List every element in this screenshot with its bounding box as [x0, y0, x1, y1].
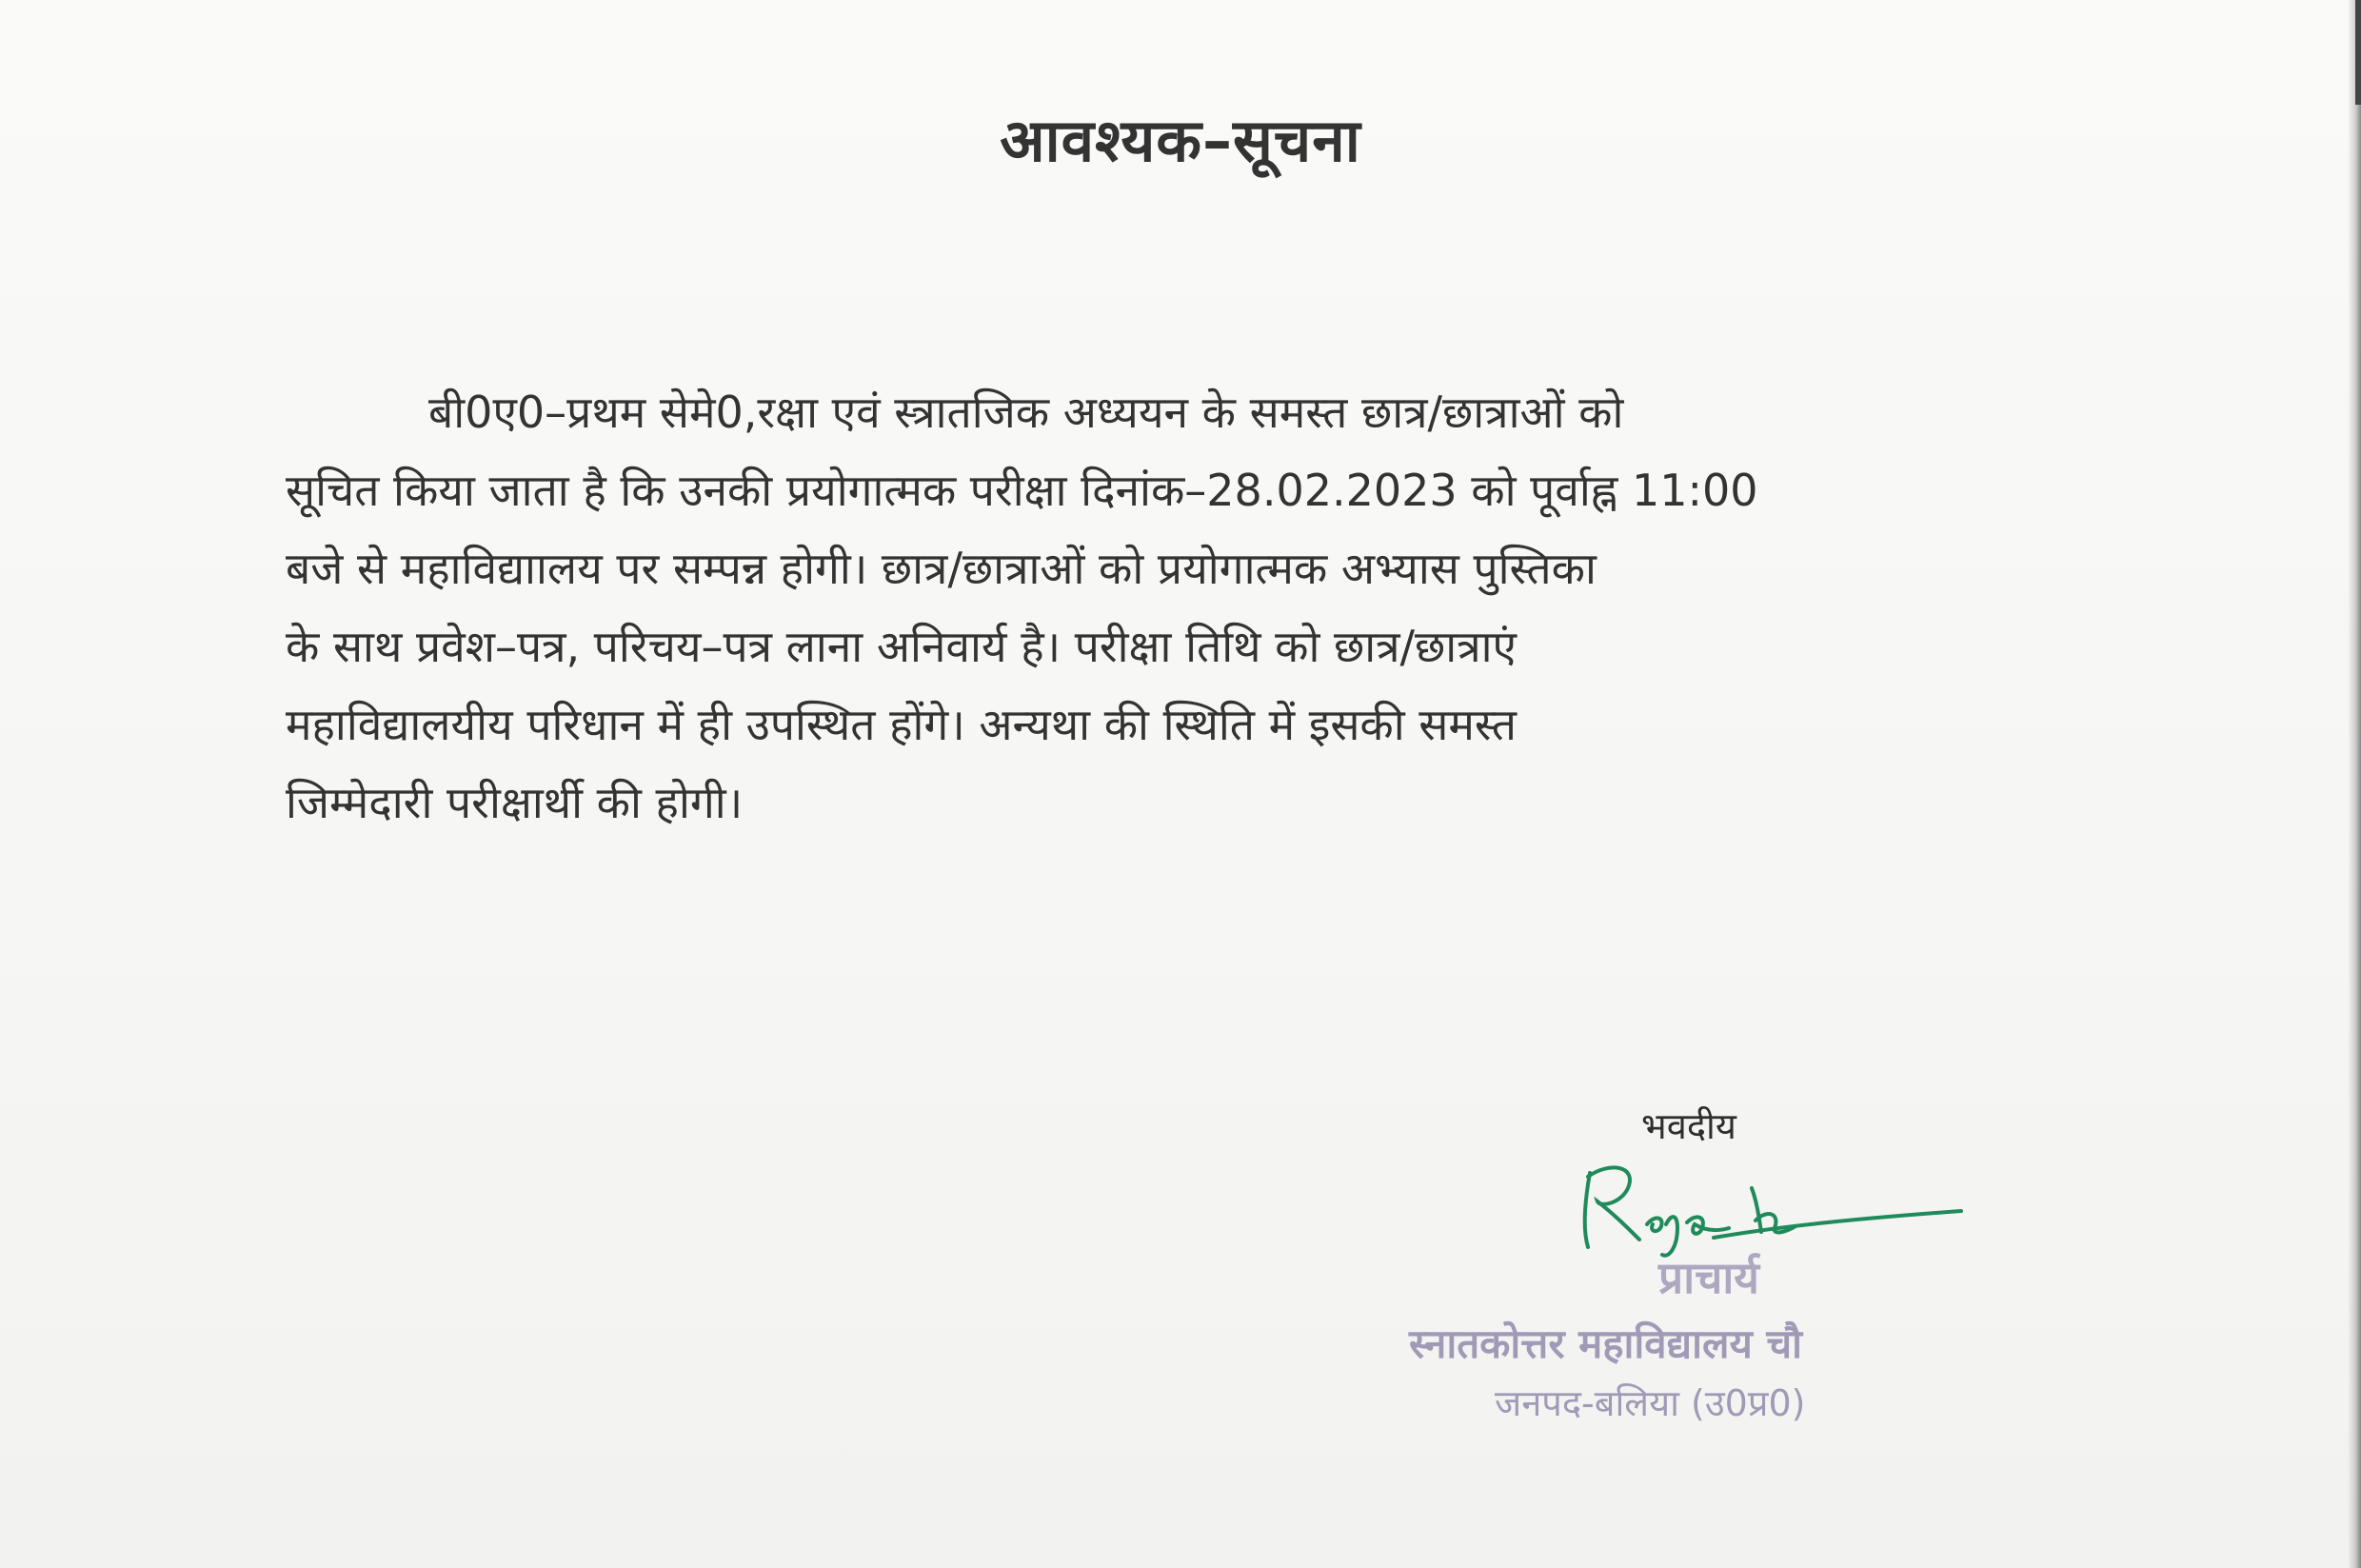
handwritten-signature	[1571, 1133, 1971, 1266]
notice-body	[286, 373, 2113, 842]
notice-body-line: के साथ प्रवेश–पत्र, परिचय–पत्र लाना अनिवार्य है। परीक्षा तिथि को छात्र/छात्राएं	[286, 621, 1517, 672]
stamp-district: जनपद-बलिया (उ0प्र0)	[1495, 1382, 1806, 1424]
notice-body-line: जिम्मेदारी परीक्षार्थी की होगी।	[286, 777, 744, 828]
closing-salutation: भवदीय	[1641, 1105, 1736, 1147]
stamp-institution-name: स्नातकोत्तर महाविद्यालय चौ	[1409, 1320, 1802, 1367]
institution-stamp	[1409, 1247, 1942, 1427]
notice-body-line: बजे से महाविद्याालय पर सम्पन्न होगी। छात्र/छात्राओं को प्रयोगात्मक अभ्यास पुस्तिका	[286, 543, 1597, 594]
stamp-title: प्राचार्य	[1658, 1252, 1759, 1303]
notice-title: आवश्यक–सूचना	[1000, 106, 1361, 175]
notice-body-line: बी0ए0–प्रथम सेमे0,रक्षा एवं स्त्रातजिक अध्ययन के समस्त छात्र/छात्राओं को	[428, 387, 1624, 438]
notice-body-line: सूचित किया जाता है कि उनकी प्रयोगात्मक परीक्षा दिनांक–28.02.2023 को पूर्वाह्न 11:00	[286, 465, 1758, 516]
page-corner-mark	[2355, 0, 2361, 105]
notice-body-line: महाविद्यालयीय परिधान में ही उपस्थित होंगे। अन्यथा की स्थिति में इसकी समस्त	[286, 699, 1517, 750]
page-edge-shadow	[2348, 0, 2361, 1568]
